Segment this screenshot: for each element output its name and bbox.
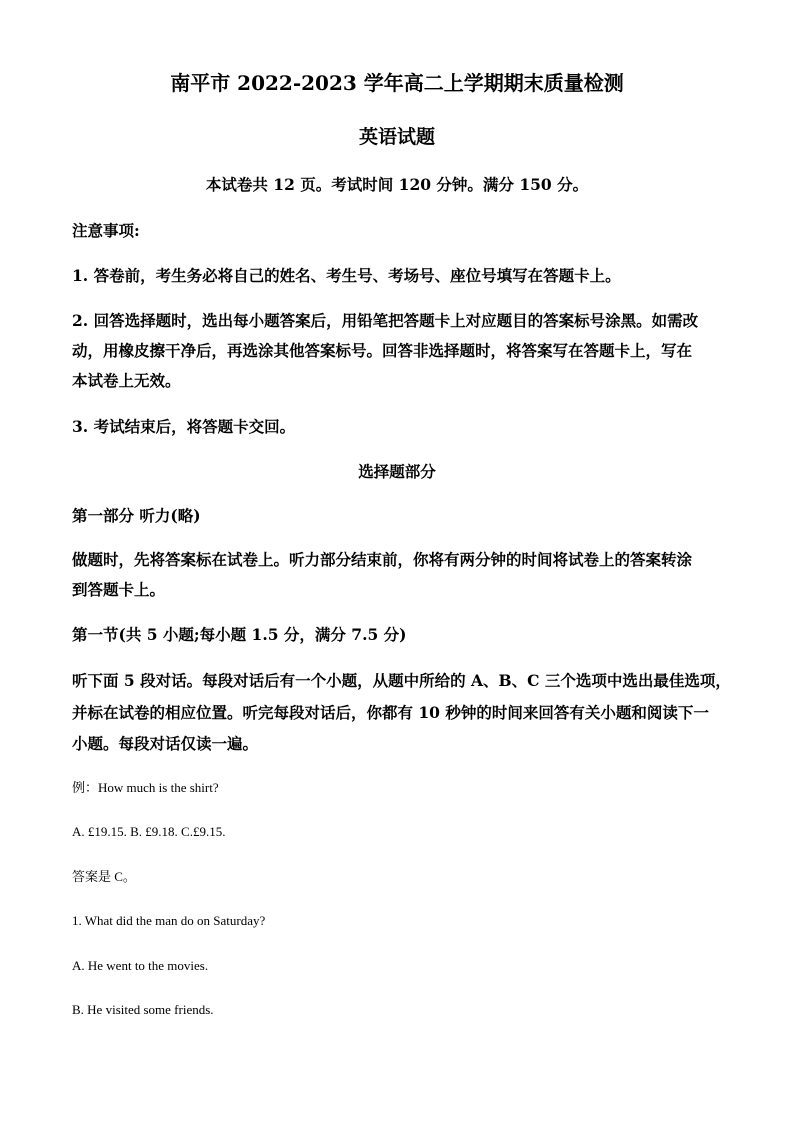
exam-subtitle: 英语试题 (358, 126, 435, 148)
notice-item-2-line-1: 2. 回答选择题时，选出每小题答案后，用铅笔把答题卡上对应题目的答案标号涂黑。如需改 (72, 311, 699, 330)
notice-item-1: 1. 答卷前，考生务必将自己的姓名、考生号、考场号、座位号填写在答题卡上。 (72, 266, 621, 285)
example-question: 例：How much is the shirt? (72, 780, 219, 795)
notice-heading: 注意事项: (72, 221, 140, 240)
part1-heading: 第一部分 听力(略) (72, 506, 201, 525)
question-1: 1. What did the man do on Saturday? (72, 913, 266, 928)
part1-instruction-line-1: 做题时，先将答案标在试卷上。听力部分结束前，你将有两分钟的时间将试卷上的答案转涂 (72, 550, 693, 569)
question-1-option-a: A. He went to the movies. (72, 958, 209, 973)
exam-info: 本试卷共 12 页。考试时间 120 分钟。满分 150 分。 (205, 175, 589, 194)
subsection1-instruction-line-1: 听下面 5 段对话。每段对话后有一个小题，从题中所给的 A、B、C 三个选项中选出最佳选项， (72, 671, 731, 690)
question-1-option-b: B. He visited some friends. (72, 1002, 214, 1017)
subsection1-instruction-line-2: 并标在试卷的相应位置。听完每段对话后，你都有 10 秒钟的时间来回答有关小题和阅读下一 (72, 703, 709, 722)
example-options: A. £19.15. B. £9.18. C.£9.15. (72, 824, 226, 839)
notice-item-2-line-3: 本试卷上无效。 (72, 371, 181, 390)
part1-instruction-line-2: 到答题卡上。 (72, 580, 166, 599)
notice-item-2-line-2: 动，用橡皮擦干净后，再选涂其他答案标号。回答非选择题时，将答案写在答题卡上，写在 (72, 341, 693, 360)
section-heading: 选择题部分 (358, 462, 436, 481)
subsection1-instruction-line-3: 小题。每段对话仅读一遍。 (72, 734, 259, 753)
exam-title: 南平市 2022-2023 学年高二上学期期末质量检测 (170, 71, 624, 95)
subsection1-heading: 第一节(共 5 小题;每小题 1.5 分，满分 7.5 分) (72, 625, 407, 644)
example-answer: 答案是 C。 (72, 869, 136, 884)
notice-item-3: 3. 考试结束后，将答题卡交回。 (72, 417, 296, 436)
